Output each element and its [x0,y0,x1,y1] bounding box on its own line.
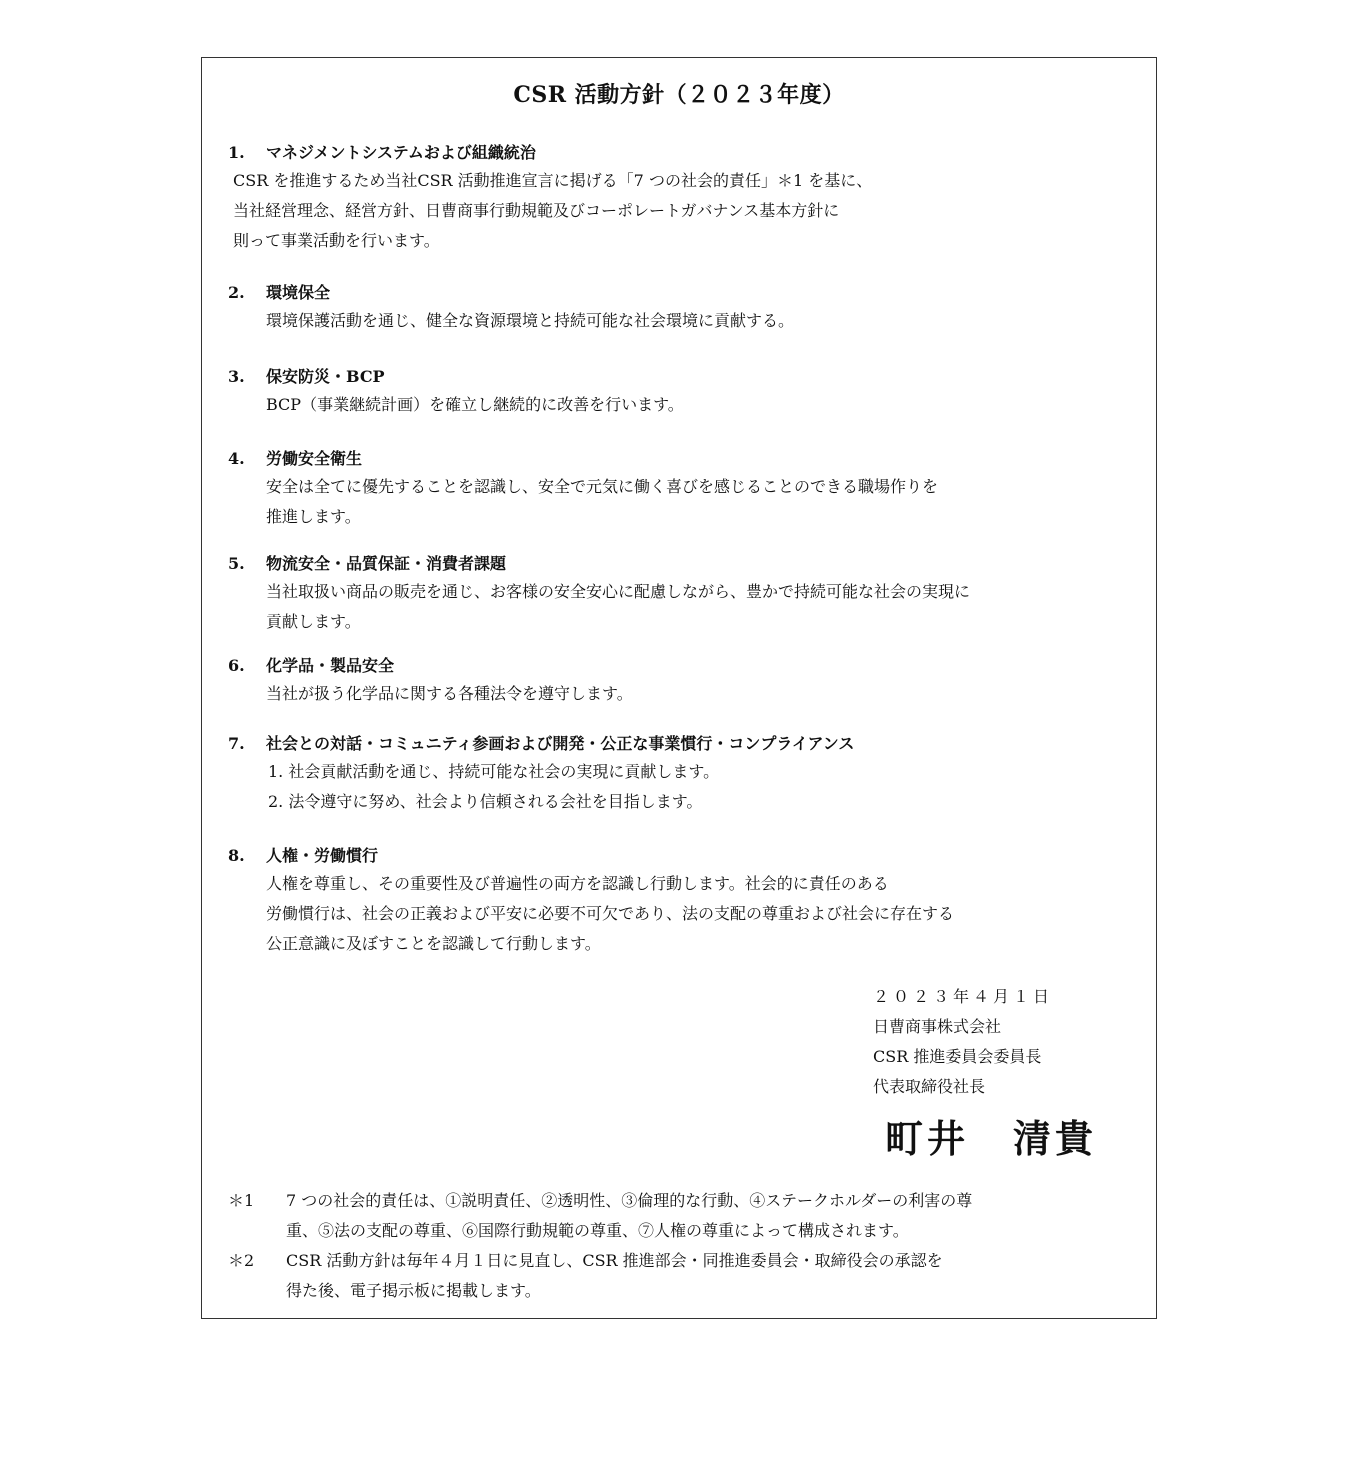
footnotes [228,1186,1138,1306]
section-body [228,472,1138,532]
section-title: 労働安全衛生 [266,449,363,468]
section-line: 当社経営理念、経営方針、日曹商事行動規範及びコーポレートガバナンス基本方針に [233,201,840,220]
footnote-2 [228,1246,1138,1306]
section-6 [228,655,1138,709]
section-heading [228,655,1138,677]
section-title: 化学品・製品安全 [266,656,395,675]
section-line: BCP（事業継続計画）を確立し継続的に改善を行います。 [266,395,684,414]
section-line: 当社取扱い商品の販売を通じ、お客様の安全安心に配慮しながら、豊かで持続可能な社会の実現に [266,582,971,601]
company-name: 日曹商事株式会社 [873,1017,1002,1036]
section-number: 2. [228,283,245,302]
footnote-1 [228,1186,1138,1246]
section-3 [228,366,1138,420]
section-title: 保安防災・BCP [266,367,385,386]
section-subitem: 1. 社会貢献活動を通じ、持続可能な社会の実現に貢献します。 [268,762,720,781]
section-line: 環境保護活動を通じ、健全な資源環境と持続可能な社会環境に貢献する。 [266,311,795,330]
section-line: 人権を尊重し、その重要性及び普遍性の両方を認識し行動します。社会的に責任のある [266,874,889,893]
section-line: 貢献します。 [266,612,361,631]
signature-block [873,982,1053,1102]
section-heading [228,553,1138,575]
section-heading [228,845,1138,867]
section-heading [228,448,1138,470]
section-4 [228,448,1138,532]
section-body [228,679,1138,709]
section-body [228,166,1138,256]
section-title: 社会との対話・コミュニティ参画および開発・公正な事業慣行・コンプライアンス [266,734,855,753]
section-line: 公正意識に及ぼすことを認識して行動します。 [266,934,601,953]
document-title: CSR 活動方針（２０２３年度） [513,82,845,108]
signatory-given-name: 清貴 [1013,1116,1098,1161]
section-body [228,390,1138,420]
section-line: 労働慣行は、社会の正義および平安に必要不可欠であり、法の支配の尊重および社会に存在する [266,904,955,923]
section-heading [228,282,1138,304]
footnote-mark: ＊1 [228,1191,255,1210]
policy-document [201,57,1157,1319]
section-number: 7. [228,734,245,753]
footnote-line: CSR 活動方針は毎年４月１日に見直し、CSR 推進部会・同推進委員会・取締役会の承認を [286,1251,943,1270]
section-title: 物流安全・品質保証・消費者課題 [266,554,507,573]
executive-title: 代表取締役社長 [873,1077,986,1096]
section-heading [228,366,1138,388]
section-2 [228,282,1138,336]
section-number: 5. [228,554,245,573]
section-number: 6. [228,656,245,675]
signatory-family-name: 町井 [885,1116,970,1161]
section-5 [228,553,1138,637]
section-number: 4. [228,449,245,468]
section-line: CSR を推進するため当社CSR 活動推進宣言に掲げる「7 つの社会的責任」＊1 を基に、 [233,171,873,190]
committee-role: CSR 推進委員会委員長 [873,1047,1042,1066]
footnote-line: 重、⑤法の支配の尊重、⑥国際行動規範の尊重、⑦人権の尊重によって構成されます。 [286,1221,909,1240]
section-body [228,306,1138,336]
section-8 [228,845,1138,959]
issue-date: ２０２３年４月１日 [873,987,1054,1006]
section-body [228,869,1138,959]
section-number: 8. [228,846,245,865]
footnote-line: 7 つの社会的責任は、①説明責任、②透明性、③倫理的な行動、④ステークホルダーの利害の尊 [286,1191,973,1210]
signatory-name [885,1108,1097,1163]
footnote-mark: ＊2 [228,1251,255,1270]
section-heading [228,733,1138,755]
section-number: 1. [228,143,245,162]
section-heading [228,142,1138,164]
section-body [228,757,1138,817]
section-title: マネジメントシステムおよび組織統治 [266,143,536,162]
section-subitem: 2. 法令遵守に努め、社会より信頼される会社を目指します。 [268,792,703,811]
section-number: 3. [228,367,245,386]
section-title: 環境保全 [266,283,331,302]
section-line: 安全は全てに優先することを認識し、安全で元気に働く喜びを感じることのできる職場作りを [266,477,939,496]
section-line: 則って事業活動を行います。 [233,231,440,250]
section-1 [228,142,1138,256]
section-body [228,577,1138,637]
section-line: 当社が扱う化学品に関する各種法令を遵守します。 [266,684,633,703]
section-line: 推進します。 [266,507,361,526]
section-title: 人権・労働慣行 [266,846,379,865]
section-7 [228,733,1138,817]
footnote-line: 得た後、電子掲示板に掲載します。 [286,1281,541,1300]
